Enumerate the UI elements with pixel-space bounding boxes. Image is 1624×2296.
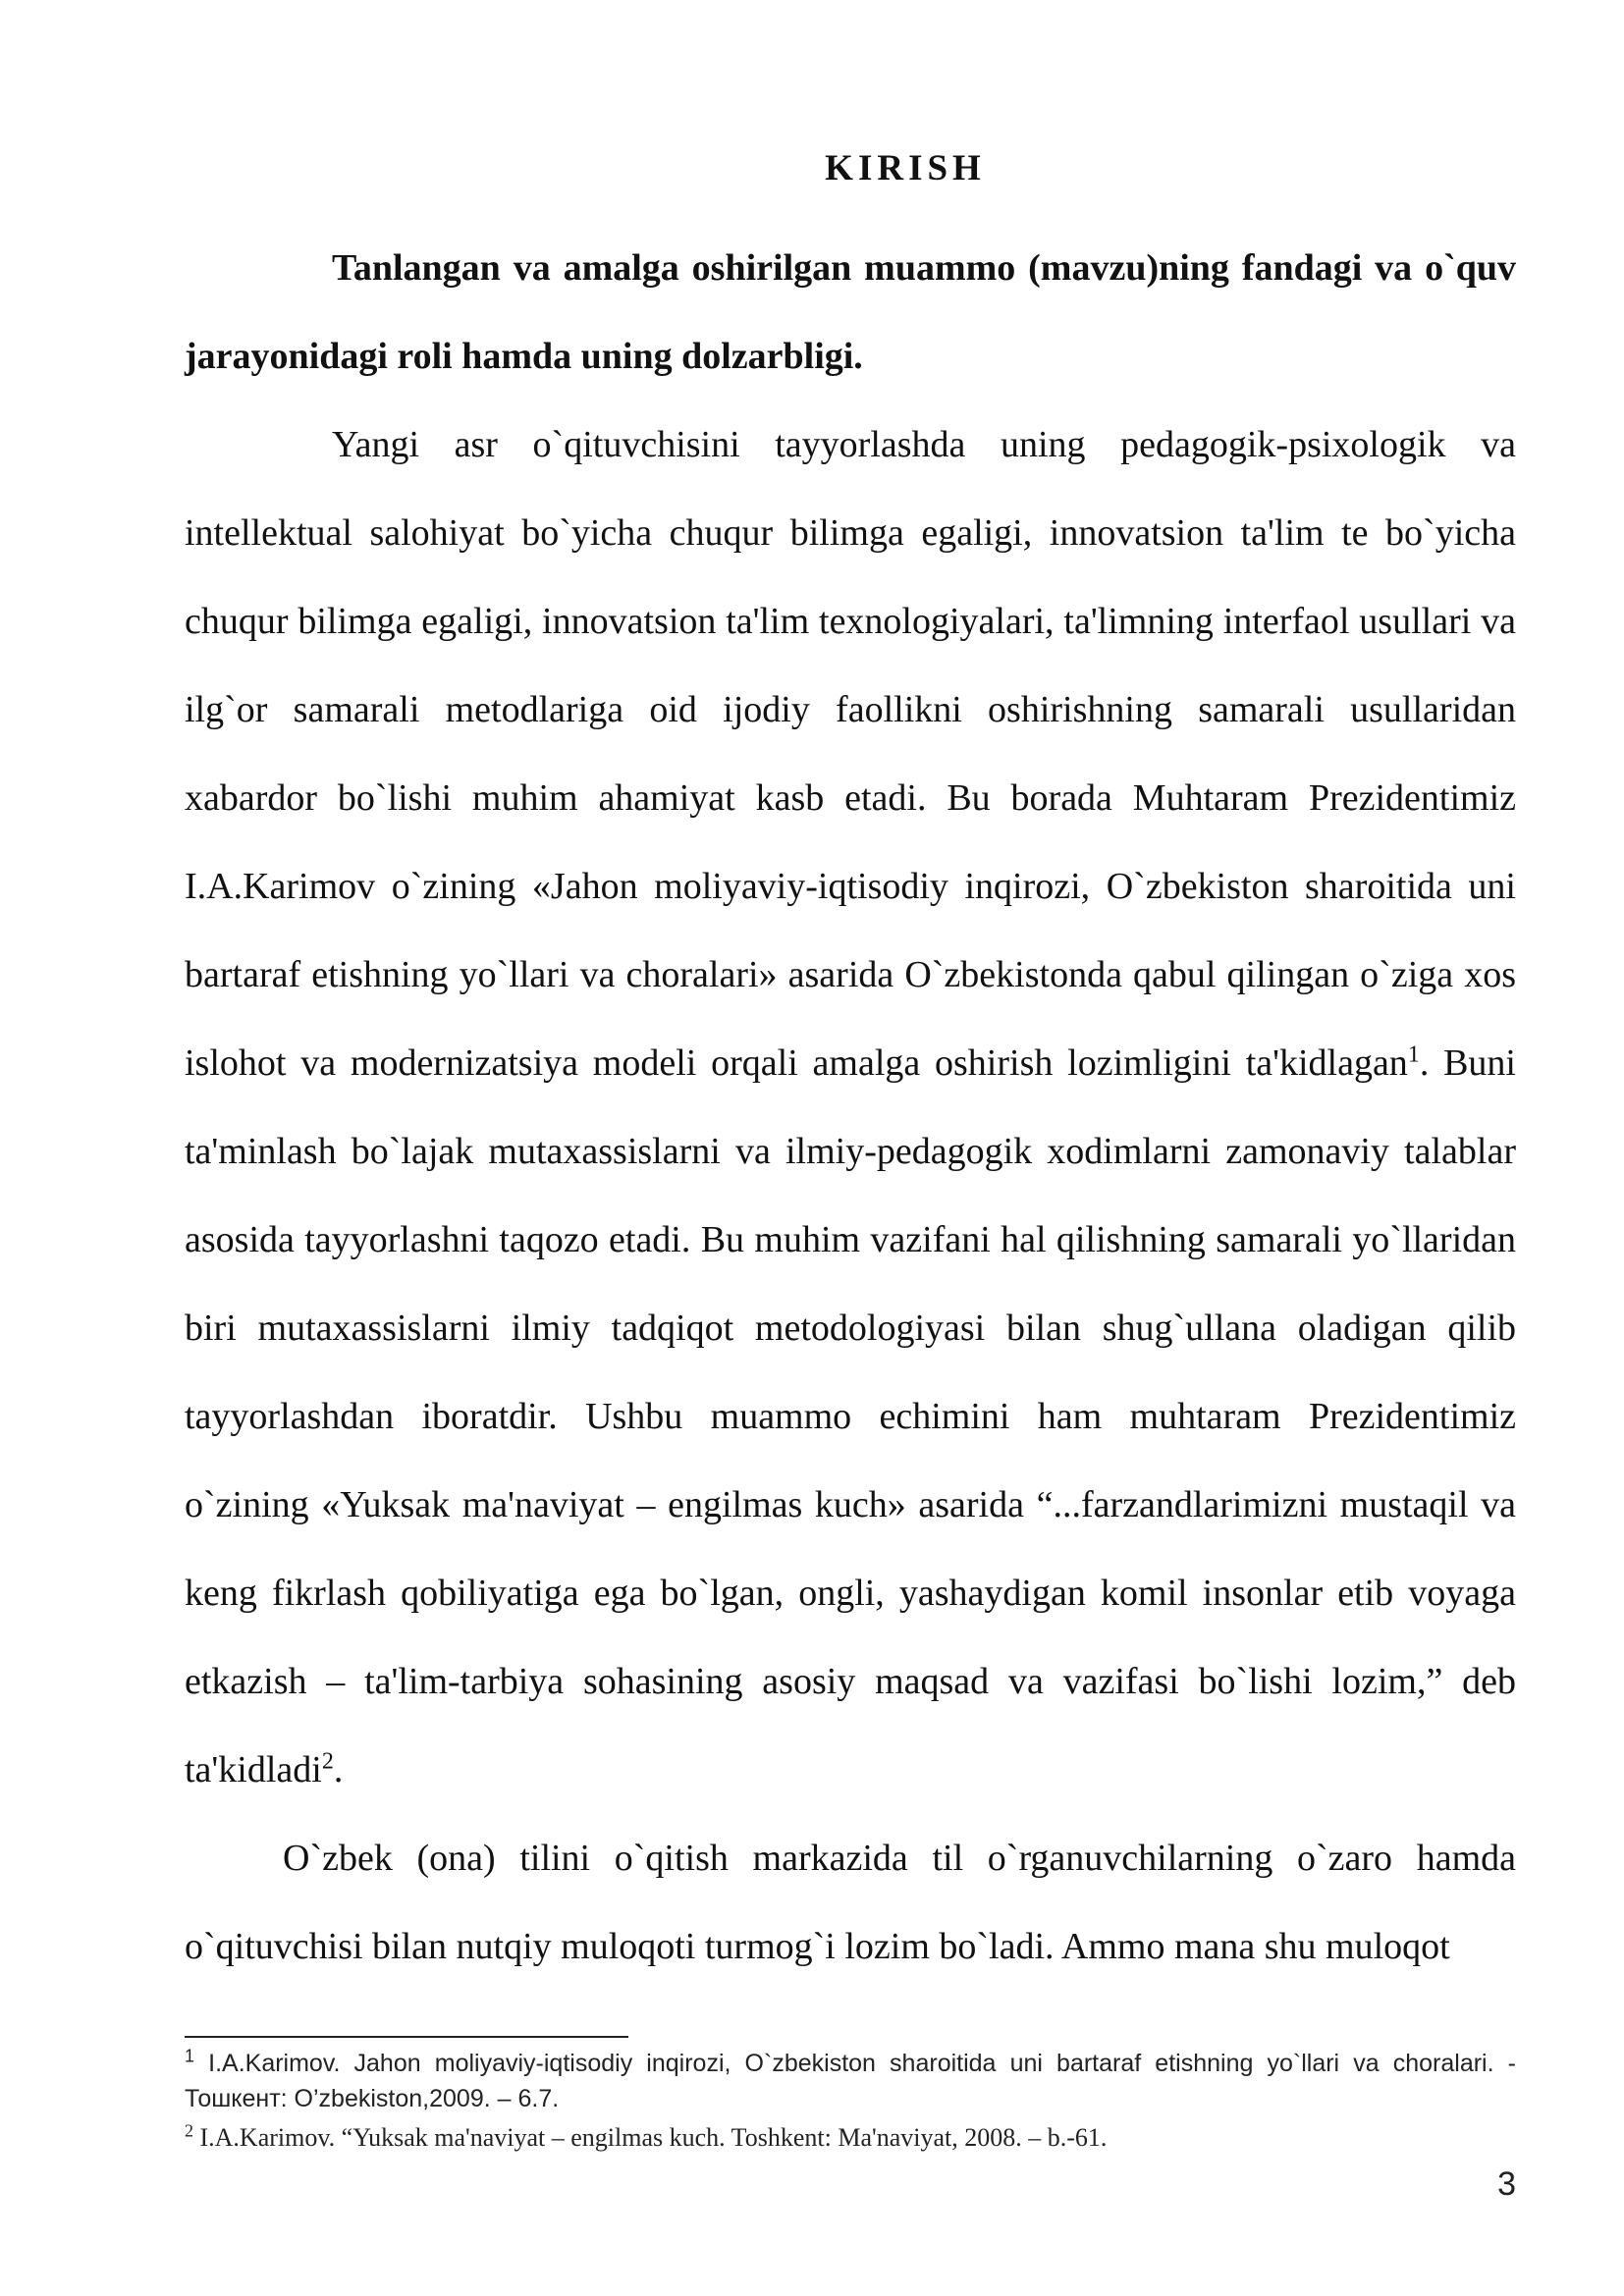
footnote-separator [185, 2036, 628, 2038]
paragraph-2: O`zbek (ona) tilini o`qitish markazida til o`rganuvchilarning o`zaro hamda o`qituvchisi bilan nutqiy muloqoti turmog`i lozim bo`ladi. Ammo mana shu muloqot [185, 1838, 1516, 1967]
paragraph-1-part-2: . Buni ta'minlash bo`lajak mutaxassislarni va ilmiy-pedagogik xodimlarni zamonaviy talablar asosida tayyorlashni taqozo etadi. Bu muhim vazifani hal qilishning samarali yo`llaridan biri mutaxassislarni ilmiy tadqiqot metodologiyasi bilan shug`ullana oladigan qilib tayyorlashdan iboratdir. Ushbu muammo echimini ham muhtaram Prezidentimiz o`zining «Yuksak ma'naviyat – engilmas kuch» asarida “...farzandlarimizni mustaqil va keng fikrlash qobiliyatiga ega bo`lgan, ongli, yashaydigan komil insonlar etib voyaga etkazish – ta'lim-tarbiya sohasining asosiy maqsad va vazifasi bo`lishi lozim,” deb ta'kidladi [185, 1042, 1516, 1790]
footnote-1 [185, 2046, 1516, 2116]
footnote-2 [185, 2120, 1516, 2156]
footnote-1-number: 1 [185, 2046, 195, 2066]
footnote-1-text: I.A.Karimov. Jahon moliyaviy-iqtisodiy inqirozi, O`zbekiston sharoitida uni bartaraf etishning yo`llari va choralari. - Тошкент: O’zbekiston,2009. – 6.7. [185, 2050, 1516, 2112]
footnote-2-number: 2 [185, 2120, 193, 2141]
paragraph-1-part-1: Yangi asr o`qituvchisini tayyorlashda uning pedagogik-psixologik va intellektual salohiyat bo`yicha chuqur bilimga egaligi, innovatsion ta'lim te bo`yicha chuqur bilimga egaligi, innovatsion ta'lim texnologiyalari, ta'limning interfaol usullari va ilg`or samarali metodlariga oid ijodiy faollikni oshirishning samarali usullaridan xabardor bo`lishi muhim ahamiyat kasb etadi. Bu borada Muhtaram Prezidentimiz I.A.Karimov o`zining «Jahon moliyaviy-iqtisodiy inqirozi, O`zbekiston sharoitida uni bartaraf etishning yo`llari va choralari» asarida O`zbekistonda qabul qilingan o`ziga xos islohot va modernizatsiya modeli orqali amalga oshirish lozimligini ta'kidlagan [185, 424, 1516, 1084]
footnote-ref-1[interactable]: 1 [1407, 1041, 1420, 1068]
paragraph-1 [185, 400, 1516, 1814]
footnote-2-text: I.A.Karimov. “Yuksak ma'naviyat – engilmas kuch. Toshkent: Ma'naviyat, 2008. – b.-61. [193, 2123, 1108, 2152]
paragraph-1-part-3: . [333, 1749, 344, 1790]
footnote-ref-2[interactable]: 2 [321, 1748, 334, 1775]
page-heading: KIRISH [825, 148, 986, 188]
section-subtitle: Tanlangan va amalga oshirilgan muammo (mavzu)ning fandagi va o`quv jarayonidagi roli hamda uning dolzarbligi. [185, 247, 1516, 377]
page-number: 3 [1497, 2165, 1516, 2203]
